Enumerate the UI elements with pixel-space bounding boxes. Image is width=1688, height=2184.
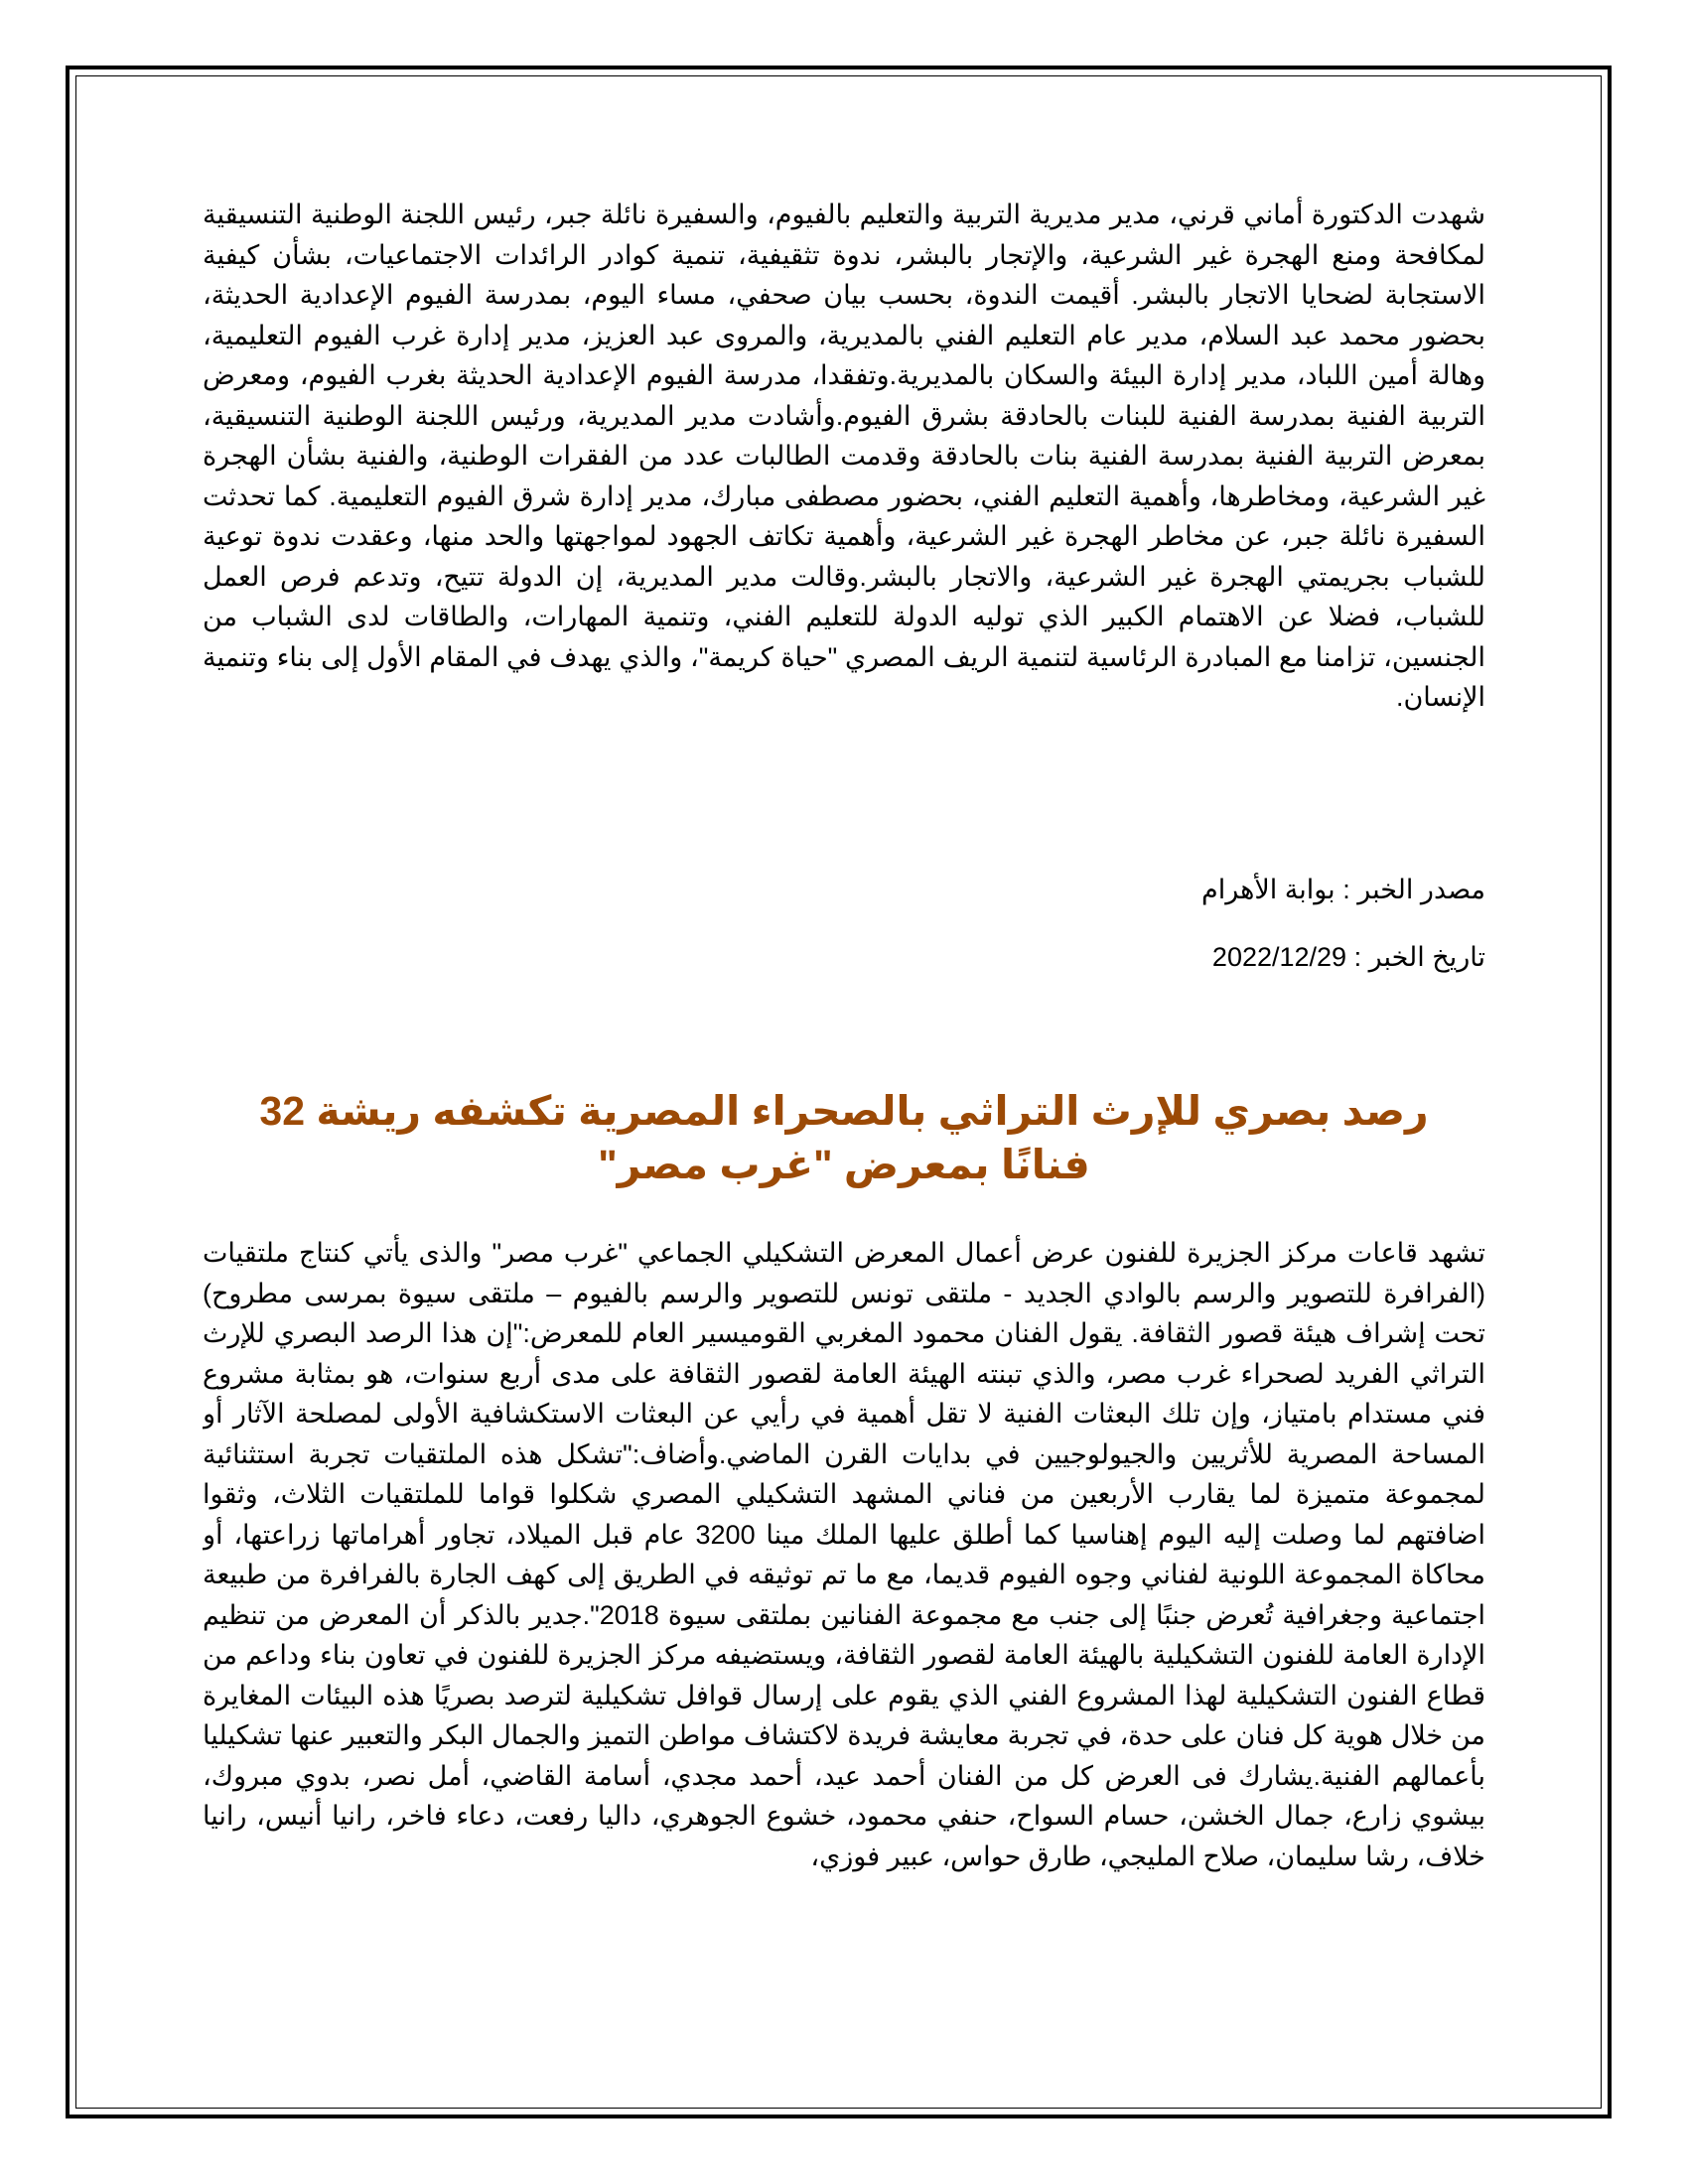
news-date: تاريخ الخبر : 2022/12/29 xyxy=(1211,942,1485,972)
document-content xyxy=(203,195,1485,2037)
article-1-body: شهدت الدكتورة أماني قرني، مدير مديرية التربية والتعليم بالفيوم، والسفيرة نائلة جبر، رئيس اللجنة الوطنية التنسيقية لمكافحة ومنع الهجرة غير الشرعية، والإتجار بالبشر، ندوة تثقيفية، تنمية كوادر الرائدات الاجتماعيات، بشأن كيفية الاستجابة لضحايا الاتجار بالبشر. أقيمت الندوة، بحسب بيان صحفي، مساء اليوم، بمدرسة الفيوم الإعدادية الحديثة، بحضور محمد عبد السلام، مدير عام التعليم الفني بالمديرية، والمروى عبد العزيز، مدير إدارة غرب الفيوم التعليمية، وهالة أمين اللباد، مدير إدارة البيئة والسكان بالمديرية.وتفقدا، مدرسة الفيوم الإعدادية الحديثة بغرب الفيوم، ومعرض التربية الفنية بمدرسة الفنية للبنات بالحادقة بشرق الفيوم.وأشادت مدير المديرية، ورئيس اللجنة الوطنية التنسيقية، بمعرض التربية الفنية بمدرسة الفنية بنات بالحادقة وقدمت الطالبات عدد من الفقرات الوطنية، والفنية بشأن الهجرة غير الشرعية، ومخاطرها، وأهمية التعليم الفني، بحضور مصطفى مبارك، مدير إدارة شرق الفيوم التعليمية. كما تحدثت السفيرة نائلة جبر، عن مخاطر الهجرة غير الشرعية، وأهمية تكاتف الجهود لمواجهتها والحد منها، وعقدت ندوة توعية للشباب بجريمتي الهجرة غير الشرعية، والاتجار بالبشر.وقالت مدير المديرية، إن الدولة تتيح، وتدعم فرص العمل للشباب، فضلا عن الاهتمام الكبير الذي توليه الدولة للتعليم الفني، وتنمية المهارات، والطاقات لدى الشباب من الجنسين، تزامنا مع المبادرة الرئاسية لتنمية الريف المصري "حياة كريمة"، والذي يهدف في المقام الأول إلى بناء وتنمية الإنسان. xyxy=(203,200,1485,712)
article-2-body: تشهد قاعات مركز الجزيرة للفنون عرض أعمال المعرض التشكيلي الجماعي "غرب مصر" والذى يأتي كنتاج ملتقيات (الفرافرة للتصوير والرسم بالوادي الجديد - ملتقى تونس للتصوير والرسم بالفيوم – ملتقى سيوة بمرسى مطروح) تحت إشراف هيئة قصور الثقافة. يقول الفنان محمود المغربي القوميسير العام للمعرض:"إن هذا الرصد البصري للإرث التراثي الفريد لصحراء غرب مصر، والذي تبنته الهيئة العامة لقصور الثقافة على مدى أربع سنوات، هو بمثابة مشروع فني مستدام بامتياز، وإن تلك البعثات الفنية لا تقل أهمية في رأيي عن البعثات الاستكشافية الأولى لمصلحة الآثار أو المساحة المصرية للأثريين والجيولوجيين في بدايات القرن الماضي.وأضاف:"تشكل هذه الملتقيات تجربة استثنائية لمجموعة متميزة لما يقارب الأربعين من فناني المشهد التشكيلي المصري شكلوا قواما للملتقيات الثلاث، وثقوا اضافتهم لما وصلت إليه اليوم إهناسيا كما أطلق عليها الملك مينا 3200 عام قبل الميلاد، تجاور أهراماتها زراعتها، أو محاكاة المجموعة اللونية لفناني وجوه الفيوم قديما، مع ما تم توثيقه في الطريق إلى كهف الجارة بالفرافرة من طبيعة اجتماعية وجغرافية تُعرض جنبًا إلى جنب مع مجموعة الفنانين بملتقى سيوة 2018".جدير بالذكر أن المعرض من تنظيم الإدارة العامة للفنون التشكيلية بالهيئة العامة لقصور الثقافة، ويستضيفه مركز الجزيرة للفنون في تعاون بناء وداعم من قطاع الفنون التشكيلية لهذا المشروع الفني الذي يقوم على إرسال قوافل تشكيلية لترصد بصريًا هذه البيئات المغايرة من خلال هوية كل فنان على حدة، في تجربة معايشة فريدة لاكتشاف مواطن التميز والجمال البكر والتعبير عنها تشكيليا بأعمالهم الفنية.يشارك فى العرض كل من الفنان أحمد عيد، أحمد مجدي، أسامة القاضي، أمل نصر، بدوي مبروك، بيشوي زارع، جمال الخشن، حسام السواح، حنفي محمود، خشوع الجوهري، داليا رفعت، دعاء فاخر، رانيا أنيس، رانيا خلاف، رشا سليمان، صلاح المليجي، طارق حواس، عبير فوزي، xyxy=(203,1238,1485,1871)
news-source: مصدر الخبر : بوابة الأهرام xyxy=(1200,875,1485,904)
article-2-title: رصد بصري للإرث التراثي بالصحراء المصرية تكشفه ريشة 32 فنانًا بمعرض "غرب مصر" xyxy=(259,1088,1429,1187)
